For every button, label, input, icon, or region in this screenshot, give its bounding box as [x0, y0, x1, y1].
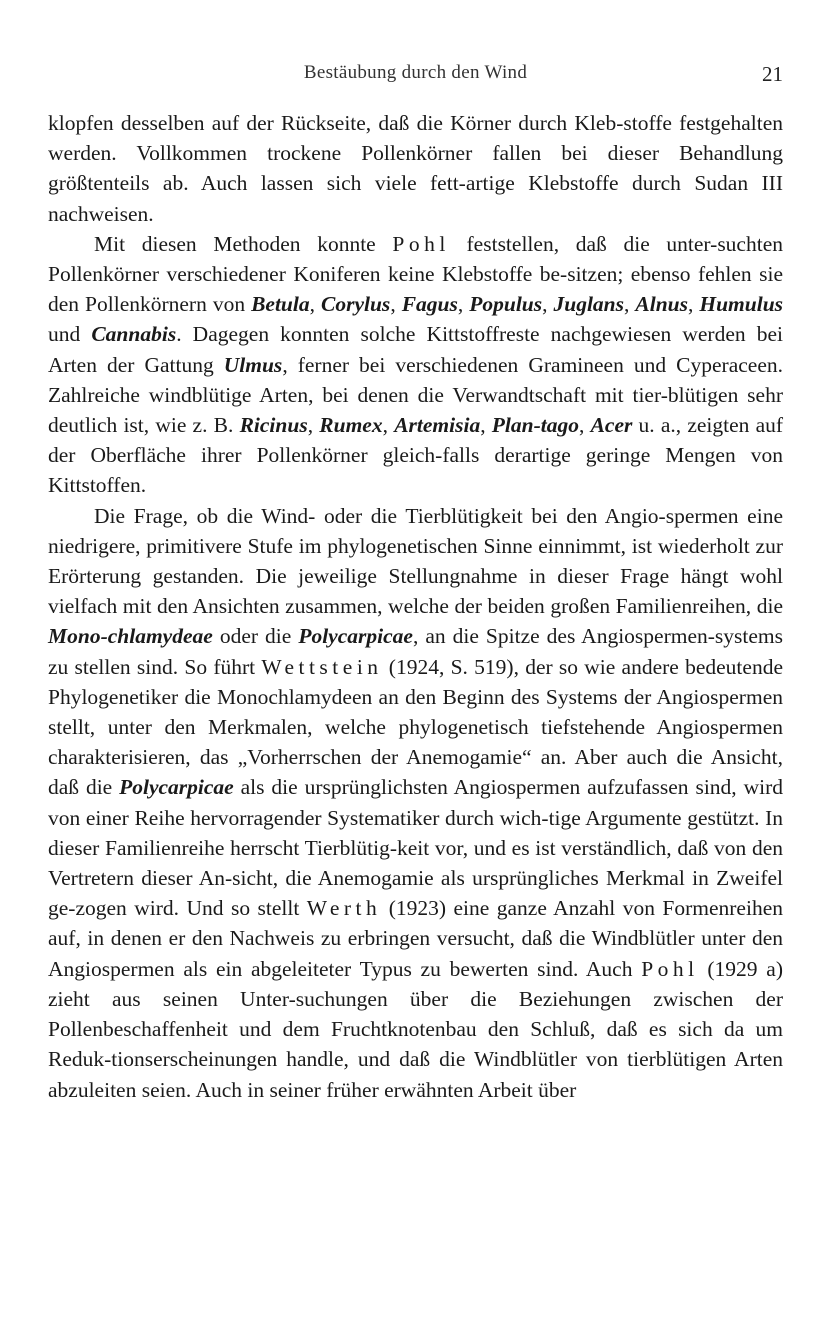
text-run: , [542, 292, 554, 317]
taxon-name: Betula [251, 292, 310, 317]
taxon-name: Juglans [553, 292, 625, 317]
taxon-name: Cannabis [91, 322, 177, 347]
author-name: Pohl [641, 956, 699, 981]
taxon-name: Mono-chlamydeae [48, 624, 213, 649]
text-run: , [688, 292, 700, 317]
text-run: oder die [212, 624, 299, 649]
text-run: , [307, 413, 320, 438]
taxon-name: Ulmus [223, 352, 283, 377]
taxon-name: Humulus [699, 292, 784, 317]
text-run: und [48, 322, 92, 347]
taxon-name: Fagus [401, 292, 458, 317]
text-run: . Dagegen konnten solche Kittstoffreste nachgewiesen werden bei Arten der Gattung [48, 322, 783, 377]
page-header [48, 62, 783, 90]
text-run: (1924, S. 519), der so wie andere bedeutende Phylogenetiker die Monochlamydeen an den Beginn des Systems der Angiospermen stellt, unter den Merkmalen, welche phylogenetisch tiefstehende Angiospermen charakterisieren, das „Vorherrschen der Anemogamie“ an. Aber auch die Ansicht, daß die [48, 654, 783, 800]
text-run: u. a., zeigten auf der Oberfläche ihrer Pollenkörner gleich-falls derartige geringe Mengen von Kittstoffen. [48, 413, 784, 498]
text-run: , [382, 413, 395, 438]
page-number: 21 [762, 62, 783, 86]
taxon-name: Polycarpicae [298, 624, 413, 649]
taxon-name: Plan-tago [491, 413, 579, 438]
paragraph [48, 108, 783, 229]
body-text [48, 108, 783, 1105]
running-title: Bestäubung durch den Wind [303, 62, 528, 83]
text-run: , an die Spitze des Angiospermen-systems zu stellen sind. So führt [48, 624, 784, 679]
text-run: (1929 a) zieht aus seinen Unter-suchungen über die Beziehungen zwischen der Pollenbeschaffenheit und dem Fruchtknotenbau den Schluß, daß es sich da um Reduk-tionserscheinungen handle, und daß die Windblütler von tierblütigen Arten abzuleiten seien. Auch in seiner früher erwähnten Arbeit über [48, 956, 783, 1102]
text-run: (1923) eine ganze Anzahl von Formenreihen auf, in denen er den Nachweis zu erbringen versucht, daß die Windblütler unter den Angiospermen als ein abgeleiteter Typus zu bewerten sind. Auch [48, 896, 783, 981]
text-run: klopfen desselben auf der Rückseite, daß die Körner durch Kleb-stoffe festgehalten werden. Vollkommen trockene Pollenkörner fallen bei dieser Behandlung größtenteils ab. Auch lassen sich viele fett-artige Klebstoffe durch Sudan III nachweisen. [48, 111, 783, 226]
taxon-name: Corylus [321, 292, 391, 317]
taxon-name: Acer [590, 413, 633, 438]
text-run: , [457, 292, 470, 317]
text-run: Mit diesen Methoden konnte [94, 231, 393, 256]
taxon-name: Ricinus [239, 413, 308, 438]
paragraph [48, 501, 783, 1105]
paragraph [48, 229, 783, 501]
text-run: , [578, 413, 591, 438]
text-run: als die ursprünglichsten Angiospermen aufzufassen sind, wird von einer Reihe hervorragender Systematiker durch wich-tige Argumente gestützt. In dieser Familienreihe herrscht Tierblütig-keit vor, und es ist verständlich, daß von den Vertretern dieser An-sicht, die Anemogamie als ursprüngliches Merkmal in Zweifel ge-zogen wird. Und so stellt [48, 775, 783, 921]
text-run: , ferner bei verschiedenen Gramineen und Cyperaceen. Zahlreiche windblütige Arten, bei denen die Verwandtschaft mit tier-blütigen sehr deutlich ist, wie z. B. [48, 352, 783, 438]
text-run: , [480, 413, 492, 438]
taxon-name: Artemisia [394, 413, 481, 438]
text-run: feststellen, daß die unter-suchten Pollenkörner verschiedener Koniferen keine Klebstoffe be-sitzen; ebenso fehlen sie den Pollenkörnern von [48, 231, 783, 317]
text-run: Die Frage, ob die Wind- oder die Tierblütigkeit bei den Angio-spermen eine niedrigere, primitivere Stufe im phylogenetischen Sinne einnimmt, ist wiederholt zur Erörterung gestanden. Die jeweilige Stellungnahme in dieser Frage hängt wohl vielfach mit den Ansichten zusammen, welche der beiden großen Familienreihen, die [48, 503, 783, 619]
author-name: Wettstein [261, 654, 383, 679]
author-name: Werth [306, 896, 382, 921]
taxon-name: Polycarpicae [119, 775, 234, 800]
taxon-name: Alnus [635, 292, 688, 317]
text-run: , [390, 292, 402, 317]
taxon-name: Rumex [319, 413, 383, 438]
author-name: Pohl [392, 231, 450, 256]
text-run: , [624, 292, 636, 317]
taxon-name: Populus [469, 292, 543, 317]
text-run: , [309, 292, 321, 317]
